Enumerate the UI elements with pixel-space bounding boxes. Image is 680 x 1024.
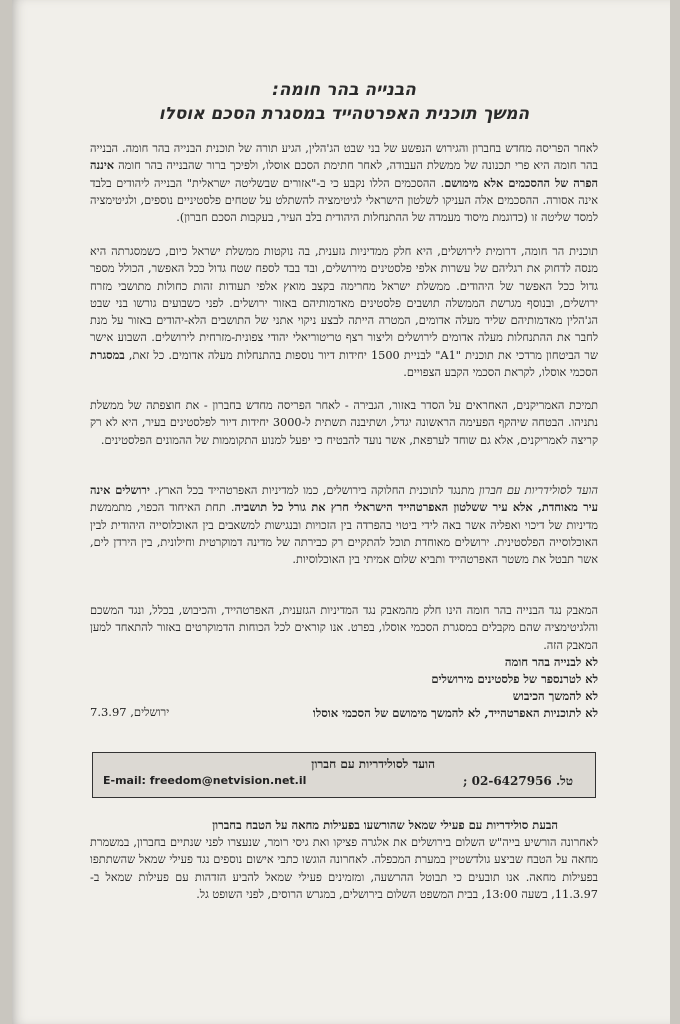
paragraph-text: . תחת האיחוד הכפוי, מתממשת מדיניות של דיכוי ואפליה אשר באה לידי ביטוי בהפרדה בין הזכויות ובנגישות למשאבים בין האוכלוסייה היהודית לבין האוכלוסייה הפלסטינית. ירושלים מאוחדת תוכל להתקיים רק כבירתה של מדינה דמוקרטית וחילונית, בין הירדן לים, אשר תבטל את משטר האפרטהייד ותביא שלום אמיתי בין האוכלוסיות. xyxy=(90,501,598,567)
document-content xyxy=(90,0,598,1024)
paragraph-struggle: המאבק נגד הבנייה בהר חומה הינו חלק מהמאבק נגד המדיניות הגזענית, האפרטהייד, והכיבוש, בכלל, ונגד המשכם והלגיטימציה שהם מקבלים במסגרת הסכמי אוסלו, בפרט. אנו קוראים לכל הכוחות הדמוקרטים באזור להתאחד למען המאבק הזה. xyxy=(90,604,598,652)
phone-number: טל. 02-6427956 ; xyxy=(463,774,573,788)
paragraph-text: . ההסכמים הללו נקבע כי ב-"אזורים שבשליטה ישראלית" הבנייה ליהודים בלבד אינה אסורה. ההסכמים אלה העניקו לשלטון הישראלי לגיטימציה להשתלט על שטחים פלסטיניים נוספים, ולגיטימציה למסד שליטה זו (כדוגמת מיסוד מעמדה של ההתנחלות היהודית בלב העיר, בעקבות הסכם חברון). xyxy=(90,176,598,225)
paragraph-american-support: תמיכת האמריקנים, האחראים על הסדר באזור, הגבירה - לאחר הפריסה מחדש בחברון - את חוצפתה של ממשלת נתניהו. הבטחה שיהקף הפעימה הראשונה יגדל, ושתיבנה תשתית ל-3000 יחידות דיור לפלסטינים בעיר, היא לא רק קריצה לאמריקנים, אלא גם שוחד לערפאת, אשר נועד להבטיח כי יפעל למנוע התקוממות של ההמונים הפלסטינים. xyxy=(90,399,598,447)
paragraph-committee-position xyxy=(90,482,598,568)
announcement-title: הבעת סולידריות עם פעילי שמאל שהורשעו בפעילות מחאה על הטבח בחברון xyxy=(212,818,558,832)
slogans-list xyxy=(313,654,598,722)
emphasis-text: ירושלים אינה עיר מאוחדת, אלא עיר ששלטון האפרטהייד הישראלי חרץ את גורל כל תושביה xyxy=(90,483,599,515)
email-address: E-mail: freedom@netvision.net.il xyxy=(103,774,307,787)
document-date: ירושלים, 7.3.97 xyxy=(90,705,170,719)
slogan-item: לא לטרנספר של פלסטינים מירושלים xyxy=(431,672,598,686)
emphasis-text: במסגרת xyxy=(90,347,125,362)
contact-box xyxy=(92,752,596,798)
committee-name: הועד לסולידריות עם חברון xyxy=(478,484,598,497)
slogan-item: לא לבנייה בהר חומה xyxy=(504,655,598,669)
paragraph-text: הסכמי אוסלו, לקראת הסכמי הקבע הצפויים. xyxy=(403,366,598,380)
paragraph-har-homa-plan xyxy=(90,243,598,381)
emphasis-text: איננה הפרה של ההסכמים אלא מימושם xyxy=(90,158,598,190)
paragraph-text: תוכנית הר חומה, דרומית לירושלים, היא חלק ממדיניות גזענית, בה נוקטות ממשלת ישראל כיום, כשמסגרתה היא מנסה לדחוק את רגליהם של עשרות אלפי פלסטינים מירושלים, ובד בבד לספח שטח גדול ככל האפשר, הכולל מספר גדול ככל האפשר של היהודים. ממשלת ישראל מחרימה בקצב מואץ אלפי תעודות זהות כחולות מתושבי מזרח ירושלים, ובנוסף מגרשת הממשלה תושבים פלסטינים מאדמותיהם באזור ירושלים. לפני כשבועים גורשו בני שבט הג'הלין מאדמותיהם שליד מעלה אדומים, המטרה הייתה לבצע ניקוי אתני של התושבים הלא-יהודים באזור על מנת לחבר את ההתנחלות מעלה אדומים לירושלים וליצור רצף טריטוריאלי יהודי צפונית-מזרחית לירושלים. השבוע אישר שר הביטחון מרדכי את תוכנית "A1" לבניית 1500 יחידות דיור נוספות בהתנחלות מעלה אדומים. כל זאת, xyxy=(90,245,598,362)
paragraph-oslo-agreements xyxy=(90,140,598,226)
paragraph-text: מתנגד לתוכנית החלוקה בירושלים, כמו למדיניות האפרטהייד בכל הארץ. xyxy=(149,484,479,497)
announcement-body: לאחרונה הורשיע בייה"ש השלום בירושלים את אלגרה פציקו ואת גיסי רומר, שנעצרו לפני שנתיים בחברון, במשמרת מחאה על הטבח שביצע גולדשטיין במערת המכפלה. לאחרונה הוגשו כתבי אישום נוספים נגד פעילי שמאל שהשתתפו בפעילות מחאה. אנו תובעים כי תבוטל ההרשעה, ומזמינים פעילי שמאל להביע הזדהות עם פעילות שמאל ב- 11.3.97, בשעה 13:00, בבית המשפט השלום בירושלים, במגרש הרוסים, לפני השופט גל. xyxy=(90,836,598,901)
document-page xyxy=(12,0,670,1024)
headline-line-2: המשך תוכנית האפרטהייד במסגרת הסכם אוסלו xyxy=(158,104,530,124)
organization-name: הועד לסולידריות עם חברון xyxy=(311,757,435,771)
slogan-item: לא להמשך הכיבוש xyxy=(512,689,598,703)
headline-line-1: הבנייה בהר חומה: xyxy=(272,80,416,100)
paragraph-text: לאחר הפריסה מחדש בחברון והגירוש הנפשע של בני שבט הג'הלין, הגיע תורה של תוכנית הבנייה בהר חומה. הבנייה בהר חומה היא פרי תכנונה של ממשלת העבודה, לאחר חתימת הסכם אוסלו, ולפיכך ברור שהבנייה בהר חומה xyxy=(90,142,598,173)
slogan-item: לא לתוכניות האפרטהייד, לא להמשך מימושם של הסכמי אוסלו xyxy=(312,706,598,720)
